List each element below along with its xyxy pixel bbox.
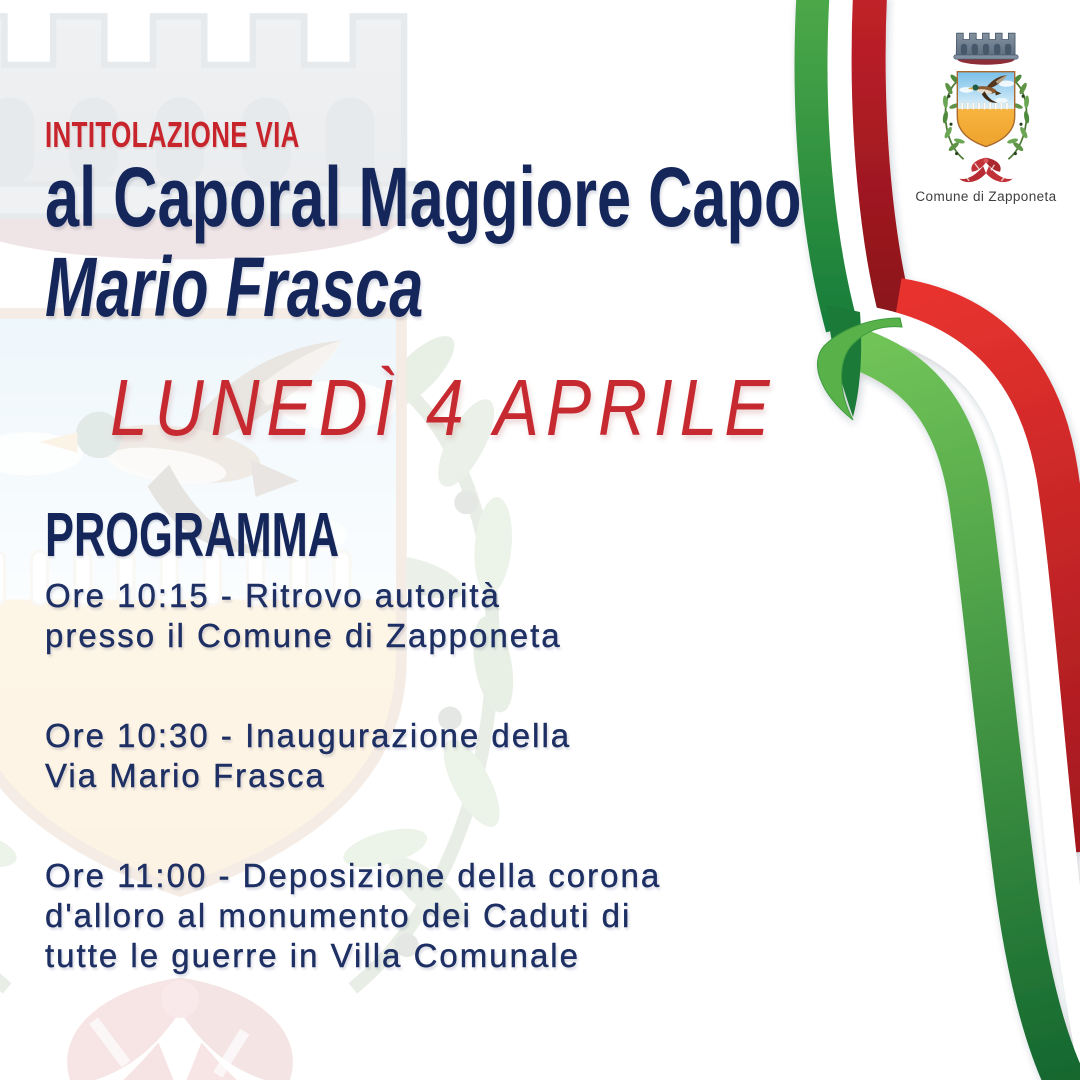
program-line: Via Mario Frasca xyxy=(45,757,326,794)
ribbon-green-tip xyxy=(827,305,861,417)
top-red-stripe xyxy=(869,0,898,322)
lower-green-stripe xyxy=(846,345,1072,1080)
municipal-crest-badge xyxy=(908,22,1064,204)
event-kicker: INTITOLAZIONE VIA xyxy=(45,114,300,155)
badge-label: Comune di Zapponeta xyxy=(915,189,1057,204)
title-line-2: Mario Frasca xyxy=(45,240,424,334)
program-line: Ore 10:30 - Inaugurazione della xyxy=(45,717,572,754)
program-line: d'alloro al monumento dei Caduti di xyxy=(45,897,632,934)
event-title xyxy=(45,152,801,332)
program-line: presso il Comune di Zapponeta xyxy=(45,617,562,654)
municipal-crest-icon xyxy=(916,22,1056,197)
program-line: Ore 11:00 - Deposizione della corona xyxy=(45,857,662,894)
program-item xyxy=(45,856,765,976)
event-date: LUNEDÌ 4 APRILE xyxy=(110,363,777,452)
program-heading: PROGRAMMA xyxy=(45,501,340,570)
program-line: Ore 10:15 - Ritrovo autorità xyxy=(45,577,501,614)
program-item xyxy=(45,716,765,796)
program-line: tutte le guerre in Villa Comunale xyxy=(45,937,580,974)
title-line-1: al Caporal Maggiore Capo xyxy=(45,150,802,244)
top-green-stripe xyxy=(811,0,842,328)
program-list xyxy=(45,576,765,1036)
top-white-stripe xyxy=(839,0,872,332)
ribbon-fold xyxy=(817,318,902,420)
program-item xyxy=(45,576,765,656)
lower-white-stripe xyxy=(872,322,1080,1062)
lower-red-stripe xyxy=(898,300,1080,850)
